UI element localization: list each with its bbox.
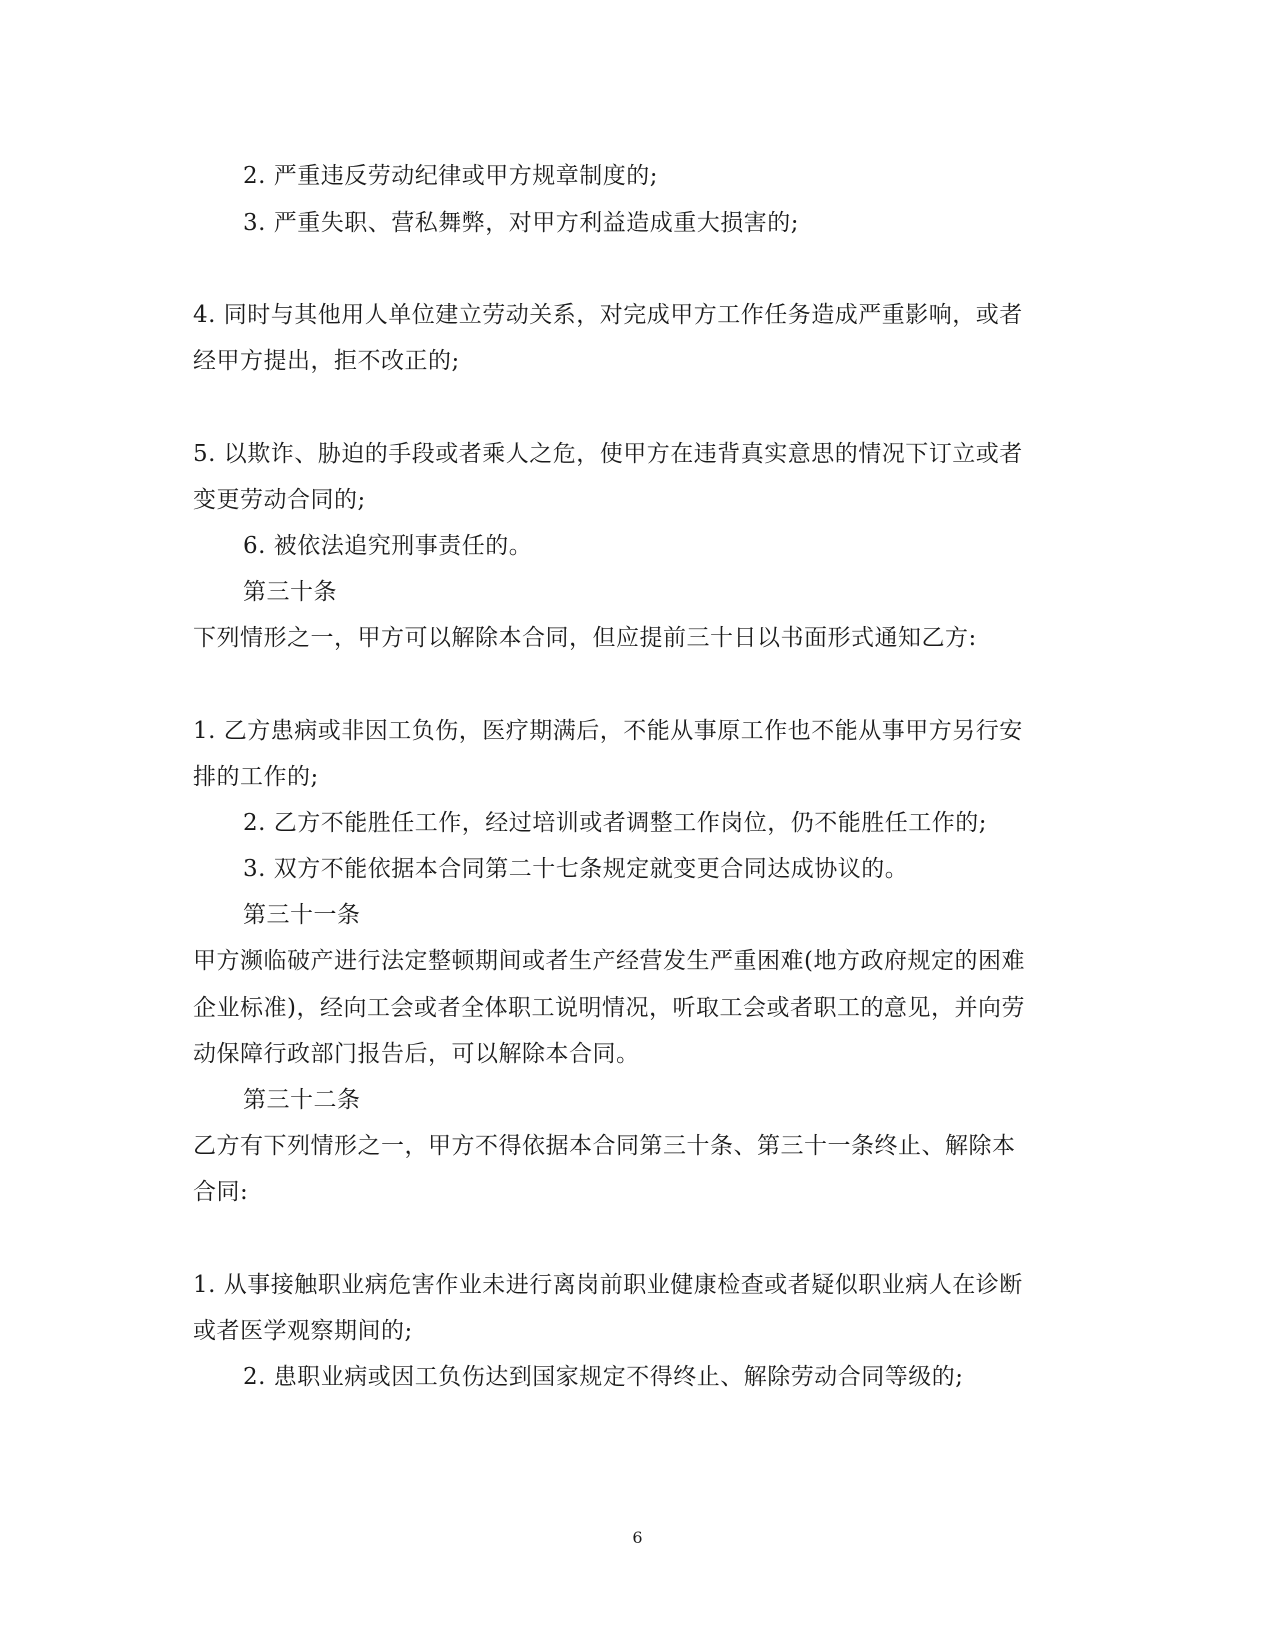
page-number: 6	[632, 1528, 643, 1547]
text-line: 企业标准)，经向工会或者全体职工说明情况，听取工会或者职工的意见，并向劳	[193, 995, 1025, 1021]
text-line: 甲方濒临破产进行法定整顿期间或者生产经营发生严重困难(地方政府规定的困难	[193, 948, 1025, 974]
text-line: 5. 以欺诈、胁迫的手段或者乘人之危，使甲方在违背真实意思的情况下订立或者	[193, 441, 1023, 467]
text-line: 合同:	[193, 1179, 249, 1205]
text-line: 3. 双方不能依据本合同第二十七条规定就变更合同达成协议的。	[243, 856, 909, 882]
article-heading: 第三十条	[243, 579, 337, 605]
article-heading: 第三十一条	[243, 902, 361, 928]
text-line: 2. 乙方不能胜任工作，经过培训或者调整工作岗位，仍不能胜任工作的;	[243, 810, 988, 836]
text-line: 1. 乙方患病或非因工负伤，医疗期满后，不能从事原工作也不能从事甲方另行安	[193, 718, 1023, 744]
text-line: 3. 严重失职、营私舞弊，对甲方利益造成重大损害的;	[243, 210, 800, 236]
text-line: 4. 同时与其他用人单位建立劳动关系，对完成甲方工作任务造成严重影响，或者	[193, 302, 1023, 328]
text-line: 动保障行政部门报告后，可以解除本合同。	[193, 1041, 640, 1067]
text-line: 排的工作的;	[193, 764, 319, 790]
text-line: 1. 从事接触职业病危害作业未进行离岗前职业健康检查或者疑似职业病人在诊断	[193, 1272, 1023, 1298]
text-line: 经甲方提出，拒不改正的;	[193, 348, 460, 374]
text-line: 或者医学观察期间的;	[193, 1318, 413, 1344]
text-line: 乙方有下列情形之一，甲方不得依据本合同第三十条、第三十一条终止、解除本	[193, 1133, 1016, 1159]
text-line: 2. 严重违反劳动纪律或甲方规章制度的;	[243, 163, 659, 189]
text-line: 6. 被依法追究刑事责任的。	[243, 533, 533, 559]
text-line: 下列情形之一，甲方可以解除本合同，但应提前三十日以书面形式通知乙方:	[193, 625, 977, 651]
text-line: 变更劳动合同的;	[193, 487, 366, 513]
article-heading: 第三十二条	[243, 1087, 361, 1113]
text-line: 2. 患职业病或因工负伤达到国家规定不得终止、解除劳动合同等级的;	[243, 1364, 964, 1390]
